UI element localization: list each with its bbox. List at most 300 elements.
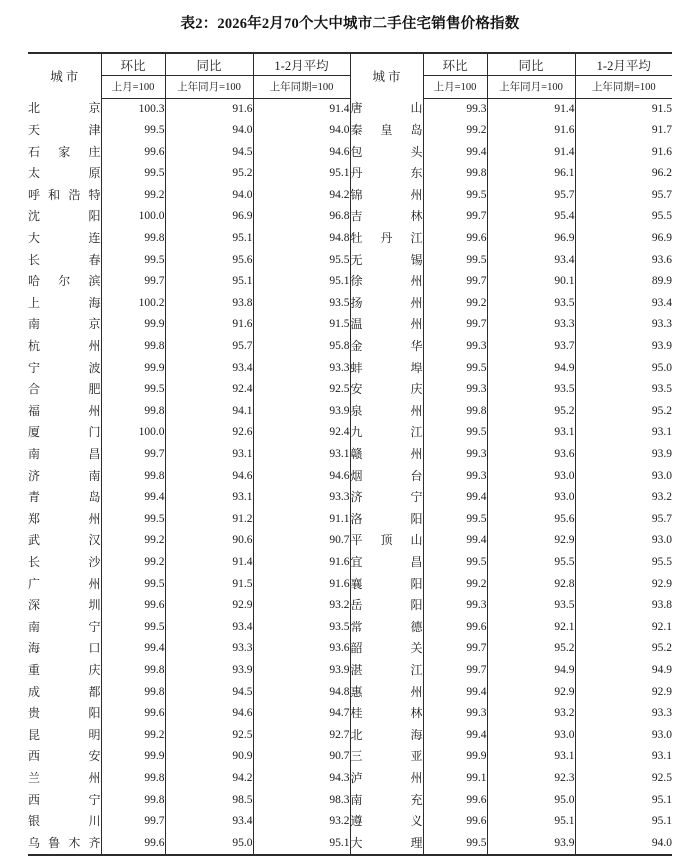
- city-name-right: 北海: [350, 725, 423, 747]
- header-mom-base-right: 上月=100: [423, 76, 487, 98]
- city-name-right: 岳阳: [350, 595, 423, 617]
- city-name-right: 吉林: [350, 206, 423, 228]
- value-yoy-left: 91.4: [165, 552, 253, 574]
- city-name-left: 福州: [28, 401, 101, 423]
- city-name-left: 哈尔滨: [28, 271, 101, 293]
- value-yoy-left: 93.4: [165, 617, 253, 639]
- value-mom-left: 99.4: [101, 638, 165, 660]
- table-row: [28, 790, 672, 812]
- city-name-left: 南昌: [28, 444, 101, 466]
- price-index-table-wrap: [28, 52, 672, 856]
- value-yoy-left: 91.5: [165, 574, 253, 596]
- value-yoy-right: 95.2: [487, 638, 575, 660]
- city-name-left: 石家庄: [28, 142, 101, 164]
- value-mom-right: 99.3: [423, 98, 487, 120]
- city-name-right: 平顶山: [350, 530, 423, 552]
- city-name-right: 安庆: [350, 379, 423, 401]
- value-yoy-right: 95.6: [487, 509, 575, 531]
- header-avg-base-left: 上年同期=100: [253, 76, 350, 98]
- value-yoy-right: 93.0: [487, 466, 575, 488]
- value-yoy-left: 93.4: [165, 811, 253, 833]
- value-avg-left: 96.8: [253, 206, 350, 228]
- city-name-left: 贵阳: [28, 703, 101, 725]
- value-avg-right: 93.5: [651, 383, 672, 396]
- value-mom-left: 99.6: [101, 833, 165, 856]
- value-yoy-left: 95.6: [165, 250, 253, 272]
- value-avg-left: 93.3: [253, 487, 350, 509]
- header-yoy-base-right: 上年同月=100: [487, 76, 575, 98]
- value-mom-left: 99.5: [101, 379, 165, 401]
- city-name-left: 长沙: [28, 552, 101, 574]
- table-row: [28, 466, 672, 488]
- value-yoy-left: 94.5: [165, 682, 253, 704]
- value-avg-left: 94.7: [253, 703, 350, 725]
- value-mom-right: 99.6: [423, 617, 487, 639]
- value-yoy-left: 93.1: [165, 444, 253, 466]
- city-name-right: 赣州: [350, 444, 423, 466]
- value-yoy-left: 94.6: [165, 703, 253, 725]
- value-avg-left: 93.2: [253, 811, 350, 833]
- value-avg-left: 95.1: [253, 833, 350, 856]
- value-yoy-left: 92.9: [165, 595, 253, 617]
- value-avg-right: 95.1: [651, 815, 672, 828]
- value-avg-left: 91.6: [253, 552, 350, 574]
- value-mom-left: 99.5: [101, 120, 165, 142]
- city-name-right: 温州: [350, 314, 423, 336]
- city-name-right: 常德: [350, 617, 423, 639]
- value-avg-left: 94.6: [253, 142, 350, 164]
- value-avg-right: 94.0: [575, 833, 672, 856]
- value-avg-left: 93.9: [253, 660, 350, 682]
- table-row: [28, 228, 672, 250]
- value-mom-right: 99.9: [423, 746, 487, 768]
- table-row: [28, 509, 672, 531]
- city-name-left: 昆明: [28, 725, 101, 747]
- table-row: [28, 703, 672, 725]
- value-mom-left: 99.6: [101, 595, 165, 617]
- value-yoy-left: 90.6: [165, 530, 253, 552]
- value-avg-left: 95.1: [253, 163, 350, 185]
- city-name-left: 广州: [28, 574, 101, 596]
- city-name-right: 无锡: [350, 250, 423, 272]
- header-yoy-right: 同比: [487, 53, 575, 76]
- city-name-right: 蚌埠: [350, 358, 423, 380]
- city-name-left: 乌鲁木齐: [28, 833, 101, 856]
- table-row: [28, 746, 672, 768]
- value-avg-left: 93.2: [253, 595, 350, 617]
- city-name-right: 唐山: [350, 98, 423, 120]
- city-name-left: 长春: [28, 250, 101, 272]
- value-mom-left: 99.2: [101, 552, 165, 574]
- value-yoy-left: 98.5: [165, 790, 253, 812]
- value-avg-right: 95.7: [651, 512, 672, 525]
- value-avg-right: 93.0: [651, 469, 672, 482]
- table-row: [28, 682, 672, 704]
- city-name-left: 沈阳: [28, 206, 101, 228]
- value-yoy-left: 92.4: [165, 379, 253, 401]
- header-mom-base-left: 上月=100: [101, 76, 165, 98]
- value-mom-right: 99.7: [423, 638, 487, 660]
- value-avg-left: 92.4: [253, 422, 350, 444]
- city-name-left: 重庆: [28, 660, 101, 682]
- table-row: [28, 314, 672, 336]
- value-yoy-right: 95.4: [487, 206, 575, 228]
- table-row: [28, 444, 672, 466]
- city-name-right: 泉州: [350, 401, 423, 423]
- value-yoy-right: 92.9: [487, 682, 575, 704]
- city-name-right: 泸州: [350, 768, 423, 790]
- value-avg-right: 92.5: [651, 771, 672, 784]
- value-yoy-right: 93.3: [487, 314, 575, 336]
- value-avg-left: 94.8: [253, 682, 350, 704]
- value-avg-right: 96.9: [651, 232, 672, 245]
- value-mom-right: 99.3: [423, 595, 487, 617]
- value-yoy-right: 94.9: [487, 358, 575, 380]
- value-avg-left: 93.5: [253, 617, 350, 639]
- value-mom-right: 99.3: [423, 466, 487, 488]
- value-yoy-right: 95.2: [487, 401, 575, 423]
- value-yoy-left: 93.3: [165, 638, 253, 660]
- value-yoy-left: 95.1: [165, 271, 253, 293]
- value-avg-right: 93.1: [651, 426, 672, 439]
- table-row: [28, 358, 672, 380]
- value-mom-left: 100.2: [101, 293, 165, 315]
- value-mom-right: 99.5: [423, 833, 487, 856]
- value-avg-right: 92.1: [651, 620, 672, 633]
- value-yoy-right: 91.6: [487, 120, 575, 142]
- value-yoy-left: 92.6: [165, 422, 253, 444]
- value-avg-right: 93.0: [651, 728, 672, 741]
- city-name-left: 厦门: [28, 422, 101, 444]
- table-row: [28, 336, 672, 358]
- value-avg-right: 93.6: [651, 253, 672, 266]
- value-avg-left: 93.6: [253, 638, 350, 660]
- value-mom-left: 99.5: [101, 250, 165, 272]
- table-row: [28, 185, 672, 207]
- value-yoy-left: 94.5: [165, 142, 253, 164]
- value-mom-left: 99.8: [101, 401, 165, 423]
- value-yoy-right: 95.7: [487, 185, 575, 207]
- city-name-right: 襄阳: [350, 574, 423, 596]
- value-yoy-right: 92.8: [487, 574, 575, 596]
- price-index-table: [28, 52, 672, 856]
- city-name-left: 杭州: [28, 336, 101, 358]
- value-avg-right: 93.3: [651, 318, 672, 331]
- value-avg-right: 91.5: [651, 102, 672, 115]
- value-mom-right: 99.6: [423, 811, 487, 833]
- value-avg-left: 93.3: [253, 358, 350, 380]
- value-avg-right: 93.1: [651, 750, 672, 763]
- value-avg-right: 94.9: [651, 663, 672, 676]
- city-name-right: 桂林: [350, 703, 423, 725]
- value-yoy-right: 92.3: [487, 768, 575, 790]
- value-yoy-right: 95.0: [487, 790, 575, 812]
- value-avg-right: 95.2: [651, 404, 672, 417]
- value-mom-right: 99.2: [423, 293, 487, 315]
- value-yoy-left: 95.2: [165, 163, 253, 185]
- table-row: [28, 142, 672, 164]
- header-row-group-labels: [28, 53, 672, 76]
- city-name-left: 呼和浩特: [28, 185, 101, 207]
- city-name-right: 烟台: [350, 466, 423, 488]
- city-name-right: 扬州: [350, 293, 423, 315]
- city-name-left: 银川: [28, 811, 101, 833]
- value-yoy-right: 93.1: [487, 746, 575, 768]
- value-mom-left: 99.5: [101, 509, 165, 531]
- value-yoy-left: 93.8: [165, 293, 253, 315]
- city-name-left: 太原: [28, 163, 101, 185]
- value-yoy-left: 94.2: [165, 768, 253, 790]
- value-mom-left: 99.7: [101, 811, 165, 833]
- city-name-right: 徐州: [350, 271, 423, 293]
- table-row: [28, 293, 672, 315]
- table-row: [28, 120, 672, 142]
- value-mom-left: 99.8: [101, 660, 165, 682]
- city-name-left: 合肥: [28, 379, 101, 401]
- city-name-left: 青岛: [28, 487, 101, 509]
- value-avg-right: 89.9: [651, 275, 672, 288]
- table-row: [28, 660, 672, 682]
- value-avg-right: 95.7: [651, 188, 672, 201]
- city-name-left: 成都: [28, 682, 101, 704]
- value-mom-right: 99.3: [423, 336, 487, 358]
- header-yoy-left: 同比: [165, 53, 253, 76]
- value-avg-right: 93.8: [651, 599, 672, 612]
- value-yoy-left: 94.6: [165, 466, 253, 488]
- table-row: [28, 98, 672, 120]
- value-mom-right: 99.3: [423, 703, 487, 725]
- value-avg-right: 96.2: [651, 167, 672, 180]
- value-yoy-left: 96.9: [165, 206, 253, 228]
- value-mom-right: 99.7: [423, 660, 487, 682]
- value-yoy-right: 96.9: [487, 228, 575, 250]
- value-avg-right: 92.9: [651, 577, 672, 590]
- city-name-left: 宁波: [28, 358, 101, 380]
- value-avg-left: 91.4: [253, 98, 350, 120]
- city-name-right: 湛江: [350, 660, 423, 682]
- table-row: [28, 422, 672, 444]
- value-mom-left: 99.8: [101, 228, 165, 250]
- value-yoy-right: 92.9: [487, 530, 575, 552]
- value-avg-right: 91.7: [651, 124, 672, 137]
- value-mom-left: 99.8: [101, 336, 165, 358]
- value-avg-left: 94.6: [253, 466, 350, 488]
- table-row: [28, 487, 672, 509]
- city-name-left: 海口: [28, 638, 101, 660]
- value-mom-right: 99.8: [423, 401, 487, 423]
- value-avg-left: 90.7: [253, 746, 350, 768]
- header-avg-base-right: 上年同期=100: [575, 76, 672, 98]
- city-name-right: 宜昌: [350, 552, 423, 574]
- value-yoy-left: 92.5: [165, 725, 253, 747]
- value-avg-left: 94.8: [253, 228, 350, 250]
- city-name-left: 济南: [28, 466, 101, 488]
- value-mom-right: 99.3: [423, 444, 487, 466]
- value-mom-right: 99.3: [423, 379, 487, 401]
- value-mom-right: 99.5: [423, 422, 487, 444]
- value-yoy-left: 95.7: [165, 336, 253, 358]
- page-title: 表2：2026年2月70个大中城市二手住宅销售价格指数: [180, 16, 520, 32]
- table-row: [28, 163, 672, 185]
- city-name-right: 金华: [350, 336, 423, 358]
- value-yoy-right: 95.5: [487, 552, 575, 574]
- value-avg-right: 95.2: [651, 642, 672, 655]
- table-row: [28, 574, 672, 596]
- city-name-left: 上海: [28, 293, 101, 315]
- value-yoy-left: 90.9: [165, 746, 253, 768]
- value-yoy-left: 91.2: [165, 509, 253, 531]
- city-name-left: 北京: [28, 98, 101, 120]
- header-yoy-base-left: 上年同月=100: [165, 76, 253, 98]
- value-yoy-right: 90.1: [487, 271, 575, 293]
- value-mom-right: 99.8: [423, 163, 487, 185]
- value-yoy-right: 93.1: [487, 422, 575, 444]
- value-yoy-right: 93.6: [487, 444, 575, 466]
- value-mom-right: 99.5: [423, 552, 487, 574]
- table-header: [28, 53, 672, 98]
- value-yoy-right: 93.0: [487, 725, 575, 747]
- city-name-left: 西安: [28, 746, 101, 768]
- city-name-left: 南宁: [28, 617, 101, 639]
- value-mom-right: 99.7: [423, 314, 487, 336]
- value-yoy-right: 93.0: [487, 487, 575, 509]
- value-avg-left: 95.5: [253, 250, 350, 272]
- value-avg-left: 91.6: [253, 574, 350, 596]
- value-mom-left: 99.8: [101, 466, 165, 488]
- value-mom-left: 99.8: [101, 768, 165, 790]
- city-name-right: 洛阳: [350, 509, 423, 531]
- table-row: [28, 811, 672, 833]
- table-row: [28, 833, 672, 856]
- value-avg-right: 95.5: [651, 210, 672, 223]
- value-mom-left: 99.6: [101, 703, 165, 725]
- value-mom-right: 99.7: [423, 271, 487, 293]
- table-row: [28, 206, 672, 228]
- table-body: [28, 98, 672, 855]
- value-mom-right: 99.1: [423, 768, 487, 790]
- value-avg-left: 93.5: [253, 293, 350, 315]
- value-mom-right: 99.5: [423, 358, 487, 380]
- value-mom-left: 99.8: [101, 682, 165, 704]
- city-name-right: 遵义: [350, 811, 423, 833]
- header-mom-left: 环比: [101, 53, 165, 76]
- value-avg-left: 93.9: [253, 401, 350, 423]
- value-mom-right: 99.5: [423, 250, 487, 272]
- value-avg-right: 93.9: [651, 448, 672, 460]
- value-yoy-right: 93.4: [487, 250, 575, 272]
- table-row: [28, 638, 672, 660]
- city-name-right: 韶关: [350, 638, 423, 660]
- value-avg-right: 93.4: [651, 296, 672, 309]
- table-row: [28, 617, 672, 639]
- value-mom-left: 99.2: [101, 530, 165, 552]
- header-city-right: 城市: [350, 53, 423, 98]
- table-row: [28, 595, 672, 617]
- value-yoy-left: 93.4: [165, 358, 253, 380]
- header-mom-right: 环比: [423, 53, 487, 76]
- value-avg-left: 94.3: [253, 768, 350, 790]
- value-avg-right: 93.9: [651, 340, 672, 353]
- city-name-right: 牡丹江: [350, 228, 423, 250]
- value-yoy-left: 95.0: [165, 833, 253, 856]
- value-mom-right: 99.2: [423, 574, 487, 596]
- value-mom-left: 99.9: [101, 746, 165, 768]
- value-avg-left: 94.2: [253, 185, 350, 207]
- city-name-right: 济宁: [350, 487, 423, 509]
- value-mom-left: 99.5: [101, 163, 165, 185]
- city-name-left: 武汉: [28, 530, 101, 552]
- value-yoy-left: 93.1: [165, 487, 253, 509]
- value-avg-left: 95.1: [253, 271, 350, 293]
- city-name-right: 三亚: [350, 746, 423, 768]
- table-row: [28, 250, 672, 272]
- value-mom-left: 99.9: [101, 314, 165, 336]
- value-yoy-left: 94.1: [165, 401, 253, 423]
- value-yoy-right: 93.5: [487, 379, 575, 401]
- value-avg-right: 93.0: [651, 534, 672, 547]
- value-mom-left: 99.7: [101, 444, 165, 466]
- value-avg-left: 93.1: [253, 444, 350, 466]
- value-yoy-right: 93.7: [487, 336, 575, 358]
- value-avg-right: 95.1: [651, 793, 672, 806]
- value-mom-left: 100.3: [101, 98, 165, 120]
- value-mom-left: 99.5: [101, 574, 165, 596]
- value-yoy-right: 94.9: [487, 660, 575, 682]
- value-avg-left: 95.8: [253, 336, 350, 358]
- header-avg-right: 1-2月平均: [575, 53, 672, 76]
- city-name-right: 大理: [350, 833, 423, 856]
- city-name-left: 西宁: [28, 790, 101, 812]
- value-mom-left: 99.2: [101, 725, 165, 747]
- value-mom-left: 99.2: [101, 185, 165, 207]
- table-row: [28, 401, 672, 423]
- value-yoy-left: 95.1: [165, 228, 253, 250]
- value-mom-left: 99.4: [101, 487, 165, 509]
- value-avg-right: 92.9: [651, 685, 672, 698]
- value-mom-left: 99.5: [101, 617, 165, 639]
- city-name-right: 九江: [350, 422, 423, 444]
- value-avg-right: 95.0: [651, 361, 672, 374]
- city-name-left: 南京: [28, 314, 101, 336]
- value-mom-right: 99.4: [423, 487, 487, 509]
- value-mom-left: 99.7: [101, 271, 165, 293]
- value-mom-right: 99.7: [423, 206, 487, 228]
- city-name-left: 兰州: [28, 768, 101, 790]
- table-row: [28, 768, 672, 790]
- value-yoy-right: 91.4: [487, 98, 575, 120]
- table-row: [28, 725, 672, 747]
- city-name-left: 天津: [28, 120, 101, 142]
- value-mom-left: 99.6: [101, 142, 165, 164]
- value-yoy-right: 92.1: [487, 617, 575, 639]
- table-row: [28, 379, 672, 401]
- value-avg-right: 93.2: [651, 491, 672, 504]
- table-row: [28, 271, 672, 293]
- value-mom-left: 99.9: [101, 358, 165, 380]
- city-name-right: 包头: [350, 142, 423, 164]
- table-row: [28, 552, 672, 574]
- value-avg-right: 95.5: [651, 555, 672, 568]
- value-yoy-right: 96.1: [487, 163, 575, 185]
- value-mom-left: 100.0: [101, 206, 165, 228]
- value-mom-left: 99.8: [101, 790, 165, 812]
- city-name-left: 大连: [28, 228, 101, 250]
- city-name-left: 郑州: [28, 509, 101, 531]
- value-mom-right: 99.6: [423, 790, 487, 812]
- value-mom-right: 99.4: [423, 725, 487, 747]
- city-name-right: 惠州: [350, 682, 423, 704]
- value-yoy-right: 91.4: [487, 142, 575, 164]
